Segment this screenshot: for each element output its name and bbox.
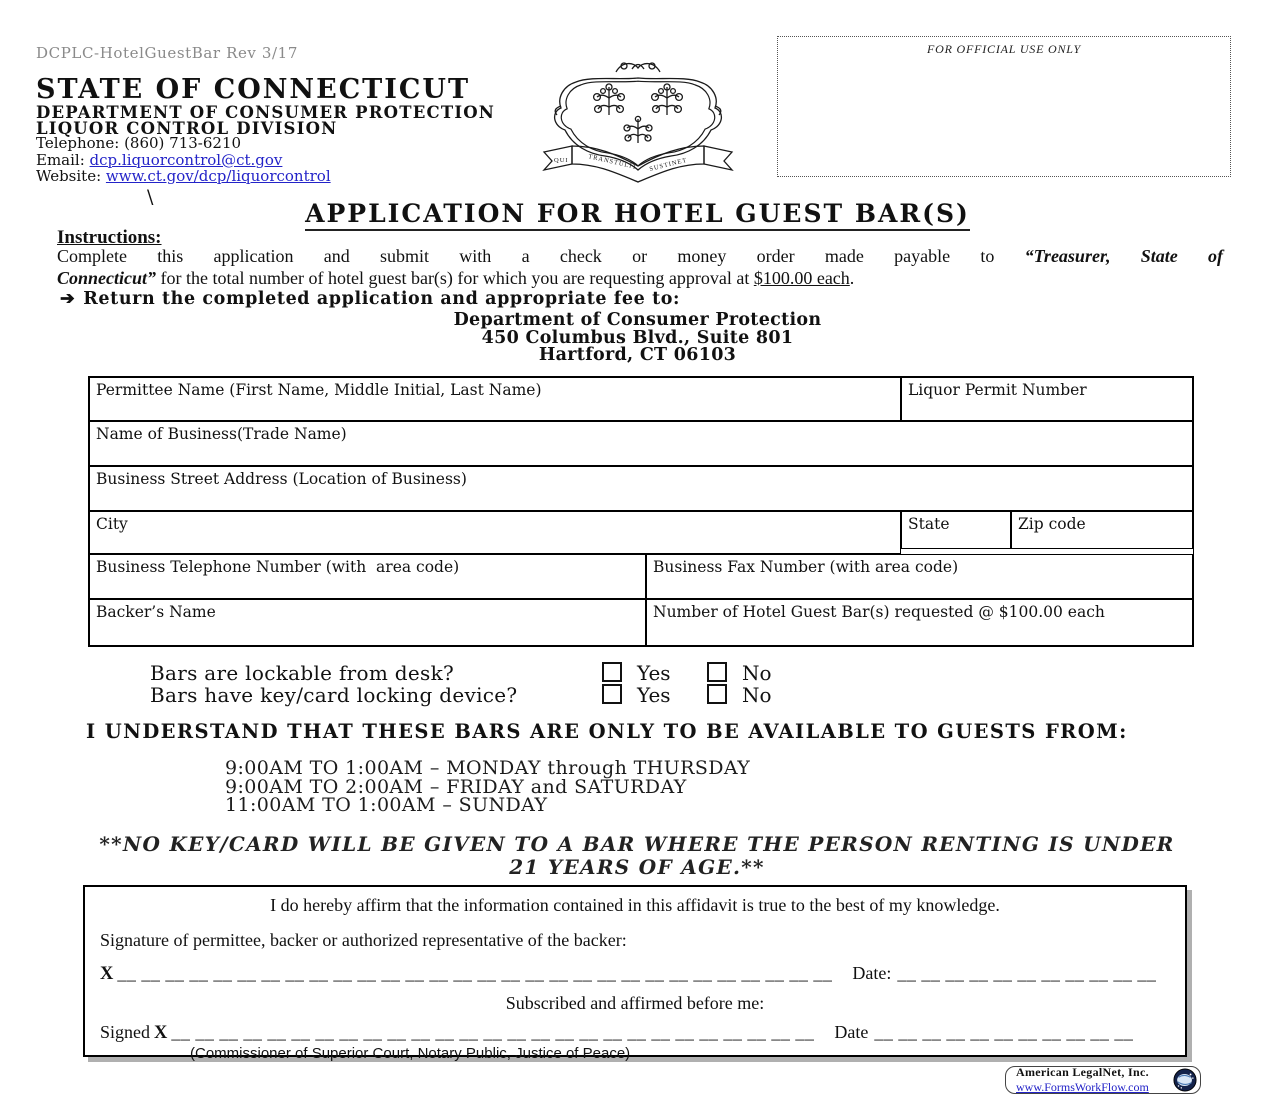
vendor-logo-box bbox=[1005, 1066, 1201, 1094]
applicant-info-table bbox=[88, 376, 1194, 647]
form-revision-code: DCPLC-HotelGuestBar Rev 3/17 bbox=[36, 44, 298, 62]
affirmation-statement: I do hereby affirm that the information contained in this affidavit is true to the best of my knowledge. bbox=[270, 895, 1000, 915]
payable-to-emphasis: “Treasurer, State of bbox=[1024, 246, 1223, 266]
instructions-text: Complete this application and submit with a check or money order made payable to bbox=[57, 246, 1025, 266]
vendor-company-name: American LegalNet, Inc. bbox=[1016, 1065, 1149, 1079]
question-row-keycard bbox=[0, 683, 1275, 707]
vendor-url-link[interactable]: www.FormsWorkFlow.com bbox=[1016, 1080, 1149, 1094]
keycard-yes-label: Yes bbox=[637, 683, 671, 707]
instructions-label: Instructions: bbox=[57, 227, 162, 248]
commissioner-caption: (Commissioner of Superior Court, Notary Public, Justice of Peace) bbox=[190, 1045, 631, 1062]
business-fax-label: Business Fax Number (with area code) bbox=[653, 558, 959, 576]
liquor-permit-number-field[interactable] bbox=[901, 377, 1193, 421]
fee-amount: $100.00 each bbox=[753, 267, 850, 288]
stray-backslash-mark: \ bbox=[147, 186, 154, 208]
street-address-field[interactable] bbox=[89, 466, 1193, 511]
availability-times bbox=[225, 759, 750, 815]
bars-requested-label: Number of Hotel Guest Bar(s) requested @ $100.00 each bbox=[653, 603, 1105, 621]
lockable-no-label: No bbox=[742, 661, 772, 685]
return-address-line-2: 450 Columbus Blvd., Suite 801 bbox=[481, 327, 794, 348]
notary-date-line[interactable]: __ __ __ __ __ __ __ __ __ __ __ bbox=[874, 1022, 1134, 1042]
return-address-line-1: Department of Consumer Protection bbox=[453, 310, 822, 330]
city-label: City bbox=[96, 515, 128, 533]
permittee-name-label: Permittee Name (First Name, Middle Initial, Last Name) bbox=[96, 381, 542, 399]
notary-signature-row bbox=[85, 1014, 1185, 1044]
date-label: Date: bbox=[852, 963, 892, 983]
title-row bbox=[0, 199, 1275, 231]
keycard-no-checkbox[interactable] bbox=[707, 684, 727, 704]
signature-instruction: Signature of permittee, backer or authorized representative of the backer: bbox=[100, 930, 627, 950]
seal-motto-sustinet: SUSTINET bbox=[648, 156, 689, 173]
division-heading: LIQUOR CONTROL DIVISION bbox=[36, 119, 338, 138]
zip-code-label: Zip code bbox=[1018, 515, 1086, 533]
connecticut-state-seal-icon bbox=[536, 56, 740, 186]
website-line bbox=[36, 168, 331, 185]
instructions-paragraph bbox=[57, 246, 1223, 289]
permittee-name-field[interactable] bbox=[89, 377, 901, 421]
city-field[interactable] bbox=[89, 511, 901, 554]
phone-line bbox=[36, 135, 331, 152]
instructions-period: . bbox=[849, 267, 855, 288]
seal-motto-transtulit: TRANSTULIT bbox=[587, 153, 638, 172]
phone-label: Telephone: bbox=[36, 134, 120, 152]
return-address-line-3: Hartford, CT 06103 bbox=[538, 345, 737, 365]
affidavit-box bbox=[83, 885, 1187, 1062]
backer-name-field[interactable] bbox=[89, 599, 646, 646]
signature-x-label: X bbox=[100, 964, 114, 984]
arrow-icon: ➔ bbox=[60, 289, 76, 309]
date-line[interactable]: __ __ __ __ __ __ __ __ __ __ __ bbox=[897, 963, 1157, 983]
signature-row bbox=[85, 951, 1185, 985]
state-field[interactable] bbox=[901, 511, 1011, 549]
return-address bbox=[0, 312, 1275, 365]
notary-x-label: X bbox=[154, 1023, 168, 1043]
liquor-permit-number-label: Liquor Permit Number bbox=[908, 381, 1087, 399]
email-label: Email: bbox=[36, 150, 85, 169]
availability-time-2: 9:00AM TO 2:00AM – FRIDAY and SATURDAY bbox=[225, 775, 687, 798]
zip-code-field[interactable] bbox=[1011, 511, 1193, 549]
return-instruction bbox=[60, 289, 680, 309]
notary-date-label: Date bbox=[834, 1022, 869, 1042]
business-fax-field[interactable] bbox=[646, 554, 1193, 599]
email-link[interactable]: dcp.liquorcontrol@ct.gov bbox=[89, 150, 283, 169]
signed-label: Signed bbox=[100, 1022, 151, 1042]
return-instruction-text: Return the completed application and appropriate fee to: bbox=[83, 289, 681, 309]
question-lockable-label: Bars are lockable from desk? bbox=[150, 661, 455, 685]
keycard-yes-checkbox[interactable] bbox=[602, 684, 622, 704]
lockable-yes-label: Yes bbox=[637, 661, 671, 685]
seal-motto-qui: QUI bbox=[554, 157, 569, 164]
business-phone-label: Business Telephone Number (with area code) bbox=[96, 558, 460, 576]
website-label: Website: bbox=[36, 167, 102, 185]
instructions-text-2: for the total number of hotel guest bar(s) for which you are requesting approval at bbox=[156, 267, 754, 288]
instructions-line-1 bbox=[57, 246, 1223, 268]
department-heading: DEPARTMENT OF CONSUMER PROTECTION bbox=[36, 103, 496, 122]
state-heading: STATE OF CONNECTICUT bbox=[36, 74, 471, 105]
signature-line[interactable]: __ __ __ __ __ __ __ __ __ __ __ __ __ __ __ __ __ __ __ __ __ __ __ __ __ __ __ __ __ __ bbox=[117, 963, 833, 983]
backer-name-label: Backer’s Name bbox=[96, 603, 216, 621]
payable-to-emphasis-2: Connecticut” bbox=[57, 267, 157, 288]
contact-block bbox=[36, 135, 331, 185]
street-address-label: Business Street Address (Location of Business) bbox=[96, 470, 467, 488]
email-line bbox=[36, 152, 331, 169]
business-name-label: Name of Business(Trade Name) bbox=[96, 425, 347, 443]
state-label: State bbox=[908, 515, 950, 533]
notary-signature-line[interactable]: __ __ __ __ __ __ __ __ __ __ __ __ __ __ __ __ __ __ __ __ __ __ __ __ __ __ __ bbox=[171, 1022, 815, 1042]
lockable-yes-checkbox[interactable] bbox=[602, 662, 622, 682]
keycard-no-label: No bbox=[742, 683, 772, 707]
lockable-no-checkbox[interactable] bbox=[707, 662, 727, 682]
vendor-text bbox=[1016, 1065, 1173, 1095]
website-link[interactable]: www.ct.gov/dcp/liquorcontrol bbox=[105, 167, 331, 185]
phone-number: (860) 713-6210 bbox=[124, 134, 242, 152]
availability-heading: I UNDERSTAND THAT THESE BARS ARE ONLY TO BE AVAILABLE TO GUESTS FROM: bbox=[86, 720, 1128, 743]
instructions-line-2 bbox=[57, 268, 1223, 290]
globe-icon bbox=[1173, 1068, 1197, 1092]
business-name-field[interactable] bbox=[89, 421, 1193, 466]
question-row-lockable bbox=[0, 661, 1275, 685]
availability-time-1: 9:00AM TO 1:00AM – MONDAY through THURSDAY bbox=[225, 757, 751, 779]
question-keycard-label: Bars have key/card locking device? bbox=[150, 683, 518, 707]
subscribed-statement: Subscribed and affirmed before me: bbox=[505, 993, 765, 1013]
business-phone-field[interactable] bbox=[89, 554, 646, 599]
availability-time-3: 11:00AM TO 1:00AM – SUNDAY bbox=[225, 794, 548, 816]
page-title: APPLICATION FOR HOTEL GUEST BAR(S) bbox=[305, 199, 970, 231]
official-use-box bbox=[777, 36, 1231, 177]
official-use-label: FOR OFFICIAL USE ONLY bbox=[926, 42, 1081, 56]
age-warning-text: **NO KEY/CARD WILL BE GIVEN TO A BAR WHERE THE PERSON RENTING IS UNDER 21 YEARS OF AGE.** bbox=[99, 832, 1175, 879]
bars-requested-field[interactable] bbox=[646, 599, 1193, 646]
